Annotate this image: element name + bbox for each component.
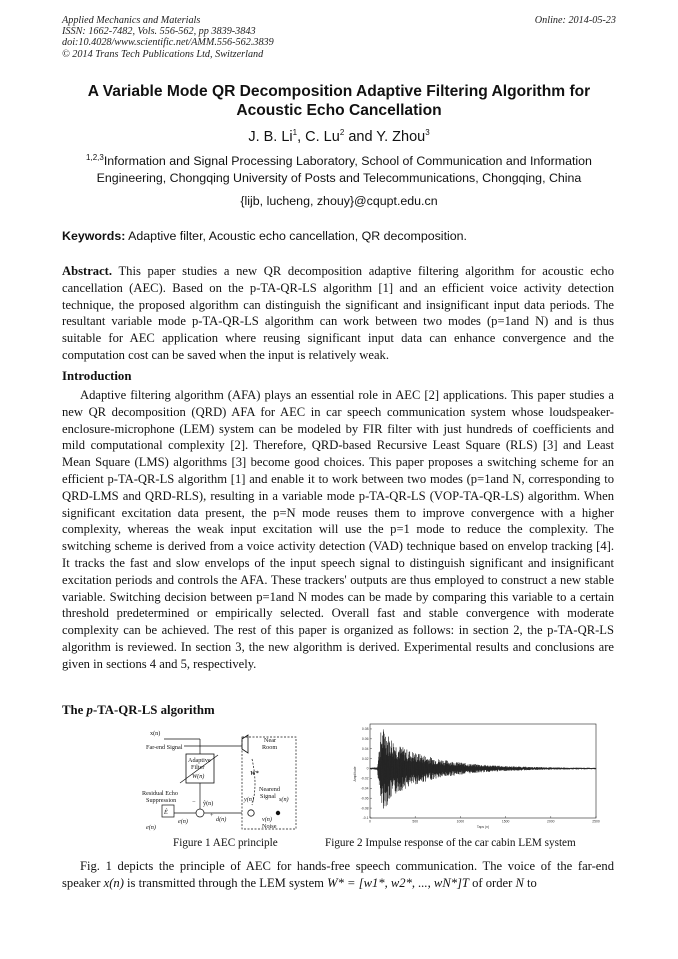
fig2-y-tick-label: 0.06 [361, 737, 369, 742]
abstract-text: This paper studies a new QR decomposition adaptive filtering algorithm for acoustic echo cancellation (AEC). Based on the p-TA-QR-LS algorithm [1] and an efficient voice activity detection technique, the proposed algorithm can distinguish the significant and insignificant input data periods. The resultant variable mode p-TA-QR-LS algorithm can work between two modes (p=1and N) and is thus suitable for AEC application where reusing significant input data can enhance convergence and the computation cost can be saved when the input is relatively weak. [62, 264, 614, 362]
paper-title: A Variable Mode QR Decomposition Adaptive Filtering Algorithm for Acoustic Echo Cancellation [87, 83, 591, 119]
fig1-vn-label: v(n) [262, 816, 272, 823]
fig1-sn-label: s(n) [279, 796, 289, 803]
section2-heading [62, 703, 215, 718]
fig1-room-label: Room [262, 744, 278, 751]
issn: ISSN: 1662-7482, Vols. 556-562, pp 3839-3843 [62, 26, 256, 38]
fig2-x-tick-label: 1500 [501, 819, 510, 824]
speaker-person-icon [276, 811, 280, 815]
keywords-text: Adaptive filter, Acoustic echo cancellation, QR decomposition. [128, 229, 467, 243]
author-sup: 1 [292, 128, 298, 138]
doi: doi:10.4028/www.scientific.net/AMM.556-562.3839 [62, 37, 274, 49]
fig2-x-tick-label: 0 [369, 819, 371, 824]
fig1-plus-label: + [210, 812, 214, 819]
affiliation-sup: 1,2,3 [86, 152, 104, 162]
fig2-y-tick-label: 0.02 [361, 756, 369, 761]
fig1-noise-label: Noise [262, 823, 277, 830]
fig-para-text-b: is transmitted through the LEM system [123, 875, 328, 890]
loudspeaker-icon [242, 735, 248, 753]
fig1-residual-label: Residual Echo [142, 790, 178, 797]
author-name: Y. Zhou [376, 129, 426, 145]
fig1-ehat-label: Ê [164, 809, 168, 816]
section2-heading-p: p [86, 703, 93, 717]
fig2-x-tick-label: 2500 [592, 819, 600, 824]
fig-para-text-d: to [523, 875, 537, 890]
figure1-aec-diagram [140, 725, 300, 833]
author-email: {lijb, lucheng, zhouy}@cqupt.edu.cn [240, 194, 438, 208]
fig2-y-tick-label: 0.08 [361, 727, 369, 732]
journal-name: Applied Mechanics and Materials [62, 15, 201, 26]
fig-para-xn: x(n) [103, 875, 124, 890]
abstract-label: Abstract. [62, 264, 113, 278]
copyright: © 2014 Trans Tech Publications Ltd, Switzerland [62, 48, 264, 60]
fig2-y-tick-label: -0.02 [360, 776, 369, 781]
fig-para-equation: W* = [w1*, w2*, ..., wN*]T [327, 875, 469, 890]
author-name: J. B. Li [248, 129, 293, 145]
fig1-yn-label: y(n) [244, 796, 254, 803]
author-sup: 2 [339, 128, 345, 138]
fig2-x-tick-label: 1000 [456, 819, 465, 824]
introduction-heading: Introduction [62, 369, 132, 383]
fig-para-text-a: Fig. 1 depicts the principle of AEC for hands-free speech communication. The voice of the far-end speaker [62, 859, 614, 890]
fig2-x-tick-label: 500 [412, 819, 419, 824]
fig2-y-tick-label: -0.06 [360, 796, 369, 801]
author-sup: 3 [425, 128, 430, 138]
fig1-summation-node [196, 809, 204, 817]
fig1-wstar-label: W* [250, 770, 259, 777]
fig2-y-axis-label: Amplitude [353, 766, 357, 782]
fig-para-N: N [515, 875, 524, 890]
section2-heading-post: -TA-QR-LS algorithm [92, 703, 215, 717]
keywords [62, 229, 616, 243]
microphone-icon [248, 810, 254, 816]
fig2-y-tick-label: -0.1 [362, 816, 369, 821]
journal-header [62, 15, 274, 60]
figure2-impulse-response-chart [350, 718, 610, 835]
author-name: C. Lu [305, 129, 340, 145]
fig1-xn-label: x(n) [150, 730, 161, 737]
fig2-x-tick-label: 2000 [547, 819, 555, 824]
affiliation-text: Information and Signal Processing Laboratory, School of Communication and Information Engineering, Chongqing University of Posts and Telecommunications, Chongqing, China [96, 154, 592, 185]
fig1-nearend-label: Nearend [259, 786, 280, 793]
fig2-x-axis-label: Taps (n) [476, 825, 490, 829]
fig1-wn-label: W(n) [192, 773, 205, 780]
fig2-y-tick-label: 0.04 [361, 746, 369, 751]
keywords-label: Keywords: [62, 229, 126, 243]
authors-and: and [348, 129, 373, 145]
fig1-filter-label: Filter [191, 764, 205, 771]
affiliation [62, 153, 616, 187]
fig1-suppression-label: Suppression [146, 797, 177, 804]
fig1-far-end-label: Far-end Signal [146, 744, 183, 751]
figure2-caption: Figure 2 Impulse response of the car cabin LEM system [325, 837, 576, 849]
fig1-adaptive-label: Adaptive [188, 757, 211, 764]
fig1-minus-label: − [192, 799, 196, 806]
fig1-yhat-label: ŷ(n) [203, 800, 214, 807]
fig2-y-tick-label: -0.04 [360, 786, 369, 791]
fig2-y-tick-label: 0 [366, 766, 369, 771]
online-date: Online: 2014-05-23 [534, 15, 616, 26]
fig2-y-tick-label: -0.08 [360, 806, 369, 811]
fig1-dn-label: d(n) [216, 816, 227, 823]
fig1-signal-label: Signal [260, 793, 276, 800]
author-list: J. B. Li$^1$, C. Lu$^2$ and Y. Zhou$^3$ [248, 128, 430, 145]
fig1-near-label: Near [264, 737, 277, 744]
figure1-caption: Figure 1 AEC principle [173, 837, 278, 849]
fig1-en-out-label: e(n) [146, 824, 156, 831]
fig1-en-label: e(n) [178, 818, 188, 825]
fig-para-text-c: of order [468, 875, 516, 890]
abstract [62, 263, 614, 364]
section2-heading-pre: The [62, 703, 87, 717]
introduction-text: Adaptive filtering algorithm (AFA) plays an essential role in AEC [2] applications. This paper studies a new QR decomposition (QRD) AFA for AEC in car speech communication system whose loudspeaker-enclosure-microphone (LEM) system can be modeled by FIR filter with just hundreds of coefficients and mild computational complexity [2]. Therefore, QRD-based Recursive Least Square (RLS) [3] and Least Mean Square (LMS) algorithms [3] become good choices. This paper proposes a switching scheme for an efficient p-TA-QR-LS algorithm [1] and enable it to work between two modes (p=1and N, corresponding to QRD-LMS and QRD-RLS), resulting in a variable mode p-TA-QR-LS (VOP-TA-QR-LS) algorithm. When significant excitation data present, the p=N mode reuses them to improve convergence with a higher complexity, whereas the weak input excitation will use the p=1 mode to reduce the complexity. The switching scheme is derived from a voice activity detection (VAD) technique based on envelop tracking [4]. It tracks the fast and slow envelops of the input speech signal to distinguish significant and insignificant excitation periods and controls the AFA. These trackers' outputs are thus employed to construct a new stable variable. Switching decision between p=1and N modes can be made by comparing this variable to a certain threshold predetermined or empirically selected. Overall fast and stable convergence with moderate complexity can be achieved. The rest of this paper is organized as follows: in section 2, the p-TA-QR-LS algorithm is reviewed. In section 3, the new algorithm is derived. Experimental results and conclusions are given in sections 4 and 5, respectively. [62, 388, 614, 671]
fig-description-paragraph [62, 858, 614, 892]
